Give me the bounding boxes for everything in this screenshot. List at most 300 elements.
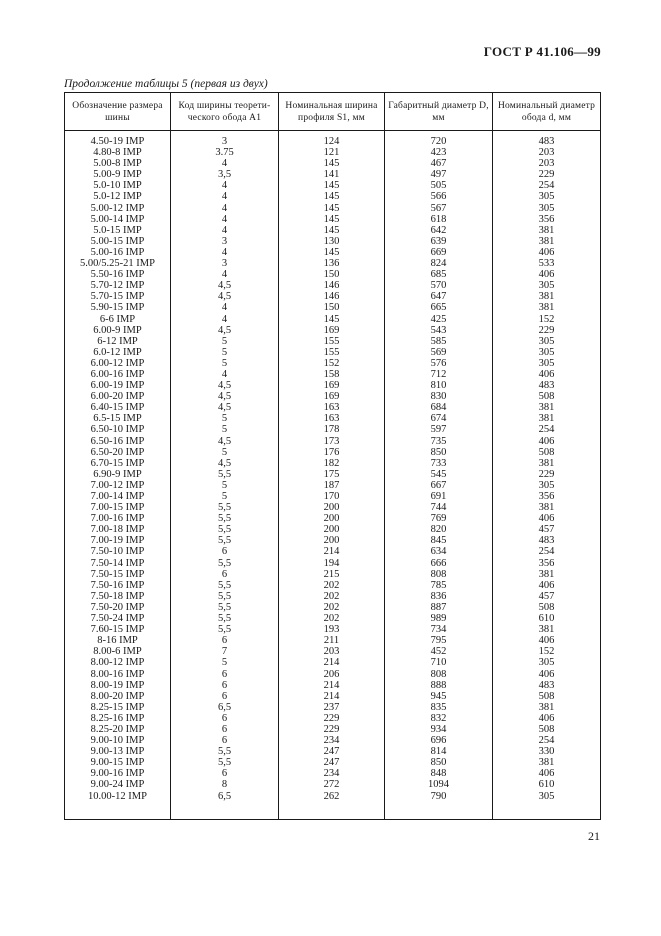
cell-outer-diameter: 808 (385, 569, 493, 580)
cell-rim-width-code: 4,5 (171, 380, 279, 391)
cell-rim-diameter: 483 (493, 535, 601, 546)
cell-size-designation: 5.00-16 IMP (65, 247, 171, 258)
cell-outer-diameter: 569 (385, 347, 493, 358)
cell-size-designation: 10.00-12 IMP (65, 791, 171, 820)
cell-rim-width-code: 4 (171, 269, 279, 280)
cell-section-width: 176 (279, 447, 385, 458)
cell-outer-diameter: 712 (385, 369, 493, 380)
cell-section-width: 173 (279, 436, 385, 447)
cell-outer-diameter: 785 (385, 580, 493, 591)
cell-section-width: 247 (279, 746, 385, 757)
table-row (65, 502, 601, 513)
cell-outer-diameter: 848 (385, 768, 493, 779)
cell-section-width: 211 (279, 635, 385, 646)
table-row (65, 247, 601, 258)
cell-outer-diameter: 830 (385, 391, 493, 402)
cell-size-designation: 6.00-16 IMP (65, 369, 171, 380)
cell-rim-width-code: 4 (171, 302, 279, 313)
table-row (65, 669, 601, 680)
cell-size-designation: 8.25-16 IMP (65, 713, 171, 724)
cell-outer-diameter: 696 (385, 735, 493, 746)
cell-rim-width-code: 5,5 (171, 602, 279, 613)
cell-section-width: 202 (279, 591, 385, 602)
cell-outer-diameter: 810 (385, 380, 493, 391)
cell-size-designation: 7.50-10 IMP (65, 546, 171, 557)
cell-rim-width-code: 5 (171, 347, 279, 358)
cell-rim-width-code: 4 (171, 203, 279, 214)
cell-outer-diameter: 989 (385, 613, 493, 624)
cell-section-width: 145 (279, 191, 385, 202)
cell-rim-diameter: 610 (493, 613, 601, 624)
cell-rim-width-code: 5 (171, 480, 279, 491)
cell-size-designation: 9.00-10 IMP (65, 735, 171, 746)
table-row (65, 569, 601, 580)
cell-rim-diameter: 508 (493, 724, 601, 735)
table-row (65, 291, 601, 302)
table-row (65, 724, 601, 735)
cell-rim-diameter: 381 (493, 302, 601, 313)
table-row (65, 535, 601, 546)
cell-size-designation: 7.60-15 IMP (65, 624, 171, 635)
cell-section-width: 152 (279, 358, 385, 369)
cell-rim-diameter: 229 (493, 325, 601, 336)
cell-rim-diameter: 508 (493, 691, 601, 702)
cell-size-designation: 8.00-20 IMP (65, 691, 171, 702)
table-row (65, 602, 601, 613)
cell-size-designation: 7.50-15 IMP (65, 569, 171, 580)
cell-section-width: 229 (279, 724, 385, 735)
cell-rim-diameter: 381 (493, 502, 601, 513)
cell-rim-width-code: 6,5 (171, 791, 279, 820)
cell-rim-diameter: 406 (493, 768, 601, 779)
cell-section-width: 145 (279, 247, 385, 258)
cell-rim-width-code: 6 (171, 735, 279, 746)
cell-rim-diameter: 305 (493, 358, 601, 369)
cell-rim-width-code: 5,5 (171, 535, 279, 546)
cell-rim-width-code: 5 (171, 657, 279, 668)
cell-rim-width-code: 5,5 (171, 580, 279, 591)
cell-outer-diameter: 934 (385, 724, 493, 735)
cell-section-width: 145 (279, 225, 385, 236)
cell-rim-width-code: 5 (171, 413, 279, 424)
table-row (65, 746, 601, 757)
table-row (65, 691, 601, 702)
table-row (65, 280, 601, 291)
table-row (65, 314, 601, 325)
cell-outer-diameter: 642 (385, 225, 493, 236)
cell-rim-diameter: 406 (493, 436, 601, 447)
cell-section-width: 214 (279, 657, 385, 668)
cell-size-designation: 5.90-15 IMP (65, 302, 171, 313)
cell-rim-diameter: 406 (493, 369, 601, 380)
cell-rim-diameter: 381 (493, 413, 601, 424)
cell-rim-width-code: 5,5 (171, 757, 279, 768)
cell-outer-diameter: 691 (385, 491, 493, 502)
cell-rim-diameter: 305 (493, 336, 601, 347)
cell-size-designation: 7.50-16 IMP (65, 580, 171, 591)
cell-rim-diameter: 305 (493, 280, 601, 291)
cell-outer-diameter: 850 (385, 757, 493, 768)
table-row (65, 336, 601, 347)
cell-rim-width-code: 3 (171, 236, 279, 247)
cell-section-width: 193 (279, 624, 385, 635)
cell-rim-width-code: 5,5 (171, 558, 279, 569)
table-row (65, 713, 601, 724)
table-row (65, 236, 601, 247)
cell-outer-diameter: 733 (385, 458, 493, 469)
cell-size-designation: 7.50-18 IMP (65, 591, 171, 602)
cell-section-width: 169 (279, 391, 385, 402)
cell-size-designation: 6.00-19 IMP (65, 380, 171, 391)
table-row (65, 180, 601, 191)
table-row (65, 491, 601, 502)
table-row (65, 779, 601, 790)
cell-rim-diameter: 254 (493, 546, 601, 557)
cell-size-designation: 5.50-16 IMP (65, 269, 171, 280)
cell-outer-diameter: 744 (385, 502, 493, 513)
cell-section-width: 121 (279, 147, 385, 158)
cell-outer-diameter: 497 (385, 169, 493, 180)
cell-rim-diameter: 406 (493, 635, 601, 646)
table-row (65, 325, 601, 336)
cell-rim-width-code: 4,5 (171, 280, 279, 291)
cell-size-designation: 6.5-15 IMP (65, 413, 171, 424)
cell-size-designation: 6.50-10 IMP (65, 424, 171, 435)
cell-outer-diameter: 666 (385, 558, 493, 569)
cell-rim-width-code: 5 (171, 447, 279, 458)
cell-rim-diameter: 457 (493, 524, 601, 535)
cell-outer-diameter: 665 (385, 302, 493, 313)
cell-outer-diameter: 576 (385, 358, 493, 369)
cell-section-width: 229 (279, 713, 385, 724)
cell-section-width: 175 (279, 469, 385, 480)
cell-size-designation: 5.0-10 IMP (65, 180, 171, 191)
cell-section-width: 136 (279, 258, 385, 269)
cell-section-width: 247 (279, 757, 385, 768)
cell-size-designation: 6.40-15 IMP (65, 402, 171, 413)
cell-rim-diameter: 406 (493, 513, 601, 524)
cell-section-width: 200 (279, 524, 385, 535)
table-row (65, 131, 601, 148)
cell-section-width: 237 (279, 702, 385, 713)
cell-rim-diameter: 483 (493, 680, 601, 691)
cell-outer-diameter: 814 (385, 746, 493, 757)
cell-rim-width-code: 6 (171, 724, 279, 735)
cell-section-width: 170 (279, 491, 385, 502)
cell-rim-width-code: 5,5 (171, 624, 279, 635)
cell-rim-diameter: 381 (493, 702, 601, 713)
cell-section-width: 178 (279, 424, 385, 435)
table-row (65, 591, 601, 602)
cell-rim-width-code: 4 (171, 225, 279, 236)
cell-rim-width-code: 5 (171, 358, 279, 369)
cell-rim-width-code: 5 (171, 491, 279, 502)
cell-rim-diameter: 254 (493, 180, 601, 191)
cell-size-designation: 5.70-15 IMP (65, 291, 171, 302)
cell-outer-diameter: 684 (385, 402, 493, 413)
cell-rim-diameter: 508 (493, 602, 601, 613)
cell-size-designation: 6-6 IMP (65, 314, 171, 325)
cell-size-designation: 6.00-12 IMP (65, 358, 171, 369)
cell-rim-diameter: 508 (493, 391, 601, 402)
cell-rim-width-code: 6 (171, 635, 279, 646)
cell-rim-width-code: 5 (171, 424, 279, 435)
cell-outer-diameter: 850 (385, 447, 493, 458)
cell-size-designation: 8.00-12 IMP (65, 657, 171, 668)
table-row (65, 469, 601, 480)
cell-section-width: 145 (279, 214, 385, 225)
column-header-outer-diameter: Габаритный диаметр D, мм (385, 93, 493, 131)
cell-section-width: 262 (279, 791, 385, 820)
table-row (65, 624, 601, 635)
cell-size-designation: 6.50-16 IMP (65, 436, 171, 447)
cell-size-designation: 9.00-24 IMP (65, 779, 171, 790)
cell-section-width: 202 (279, 613, 385, 624)
cell-rim-diameter: 381 (493, 757, 601, 768)
cell-size-designation: 7.50-20 IMP (65, 602, 171, 613)
cell-rim-diameter: 381 (493, 624, 601, 635)
cell-size-designation: 6.00-20 IMP (65, 391, 171, 402)
cell-outer-diameter: 423 (385, 147, 493, 158)
cell-rim-width-code: 3 (171, 131, 279, 148)
cell-rim-diameter: 356 (493, 558, 601, 569)
cell-outer-diameter: 790 (385, 791, 493, 820)
cell-size-designation: 6.0-12 IMP (65, 347, 171, 358)
cell-section-width: 141 (279, 169, 385, 180)
cell-rim-diameter: 508 (493, 447, 601, 458)
cell-size-designation: 7.00-19 IMP (65, 535, 171, 546)
cell-outer-diameter: 734 (385, 624, 493, 635)
cell-outer-diameter: 824 (385, 258, 493, 269)
cell-outer-diameter: 832 (385, 713, 493, 724)
cell-rim-width-code: 7 (171, 646, 279, 657)
cell-rim-width-code: 4,5 (171, 458, 279, 469)
cell-size-designation: 8.00-16 IMP (65, 669, 171, 680)
cell-rim-diameter: 457 (493, 591, 601, 602)
table-row (65, 480, 601, 491)
cell-outer-diameter: 820 (385, 524, 493, 535)
cell-rim-diameter: 356 (493, 214, 601, 225)
cell-rim-diameter: 533 (493, 258, 601, 269)
cell-rim-diameter: 406 (493, 669, 601, 680)
cell-rim-width-code: 4 (171, 214, 279, 225)
cell-outer-diameter: 425 (385, 314, 493, 325)
table-row (65, 358, 601, 369)
table-row (65, 680, 601, 691)
cell-rim-width-code: 3 (171, 258, 279, 269)
cell-rim-width-code: 4 (171, 158, 279, 169)
cell-section-width: 155 (279, 347, 385, 358)
column-header-rim-diameter: Номинальный диаметр обода d, мм (493, 93, 601, 131)
cell-rim-width-code: 4 (171, 314, 279, 325)
cell-section-width: 146 (279, 280, 385, 291)
cell-outer-diameter: 835 (385, 702, 493, 713)
cell-section-width: 202 (279, 602, 385, 613)
table-row (65, 214, 601, 225)
cell-outer-diameter: 735 (385, 436, 493, 447)
cell-section-width: 272 (279, 779, 385, 790)
cell-size-designation: 5.70-12 IMP (65, 280, 171, 291)
table-row (65, 369, 601, 380)
table-row (65, 147, 601, 158)
cell-section-width: 194 (279, 558, 385, 569)
table-row (65, 203, 601, 214)
table-row (65, 191, 601, 202)
cell-outer-diameter: 570 (385, 280, 493, 291)
table-row (65, 424, 601, 435)
cell-rim-width-code: 6 (171, 569, 279, 580)
cell-outer-diameter: 467 (385, 158, 493, 169)
table-row (65, 768, 601, 779)
cell-outer-diameter: 667 (385, 480, 493, 491)
table-row (65, 391, 601, 402)
cell-outer-diameter: 674 (385, 413, 493, 424)
cell-size-designation: 5.00-8 IMP (65, 158, 171, 169)
cell-rim-diameter: 229 (493, 169, 601, 180)
cell-size-designation: 7.00-14 IMP (65, 491, 171, 502)
cell-size-designation: 7.50-14 IMP (65, 558, 171, 569)
cell-size-designation: 8.25-15 IMP (65, 702, 171, 713)
table-body (65, 131, 601, 820)
table-row (65, 735, 601, 746)
cell-rim-width-code: 4,5 (171, 291, 279, 302)
cell-rim-diameter: 381 (493, 402, 601, 413)
cell-section-width: 146 (279, 291, 385, 302)
cell-outer-diameter: 720 (385, 131, 493, 148)
cell-outer-diameter: 669 (385, 247, 493, 258)
cell-rim-width-code: 5,5 (171, 746, 279, 757)
cell-rim-width-code: 4,5 (171, 436, 279, 447)
cell-rim-width-code: 4,5 (171, 402, 279, 413)
cell-section-width: 214 (279, 680, 385, 691)
cell-rim-width-code: 6 (171, 768, 279, 779)
cell-rim-diameter: 610 (493, 779, 601, 790)
column-header-section-width: Номинальная ширина профиля S1, мм (279, 93, 385, 131)
table-row (65, 513, 601, 524)
cell-rim-diameter: 406 (493, 580, 601, 591)
cell-section-width: 145 (279, 203, 385, 214)
cell-outer-diameter: 505 (385, 180, 493, 191)
cell-section-width: 203 (279, 646, 385, 657)
table-row (65, 524, 601, 535)
cell-outer-diameter: 647 (385, 291, 493, 302)
cell-outer-diameter: 945 (385, 691, 493, 702)
cell-rim-diameter: 381 (493, 569, 601, 580)
table-row (65, 757, 601, 768)
cell-size-designation: 5.0-15 IMP (65, 225, 171, 236)
cell-section-width: 169 (279, 325, 385, 336)
cell-size-designation: 4.80-8 IMP (65, 147, 171, 158)
cell-size-designation: 9.00-13 IMP (65, 746, 171, 757)
document-code: ГОСТ Р 41.106—99 (483, 44, 601, 59)
cell-outer-diameter: 808 (385, 669, 493, 680)
cell-outer-diameter: 567 (385, 203, 493, 214)
cell-rim-width-code: 5,5 (171, 502, 279, 513)
cell-rim-width-code: 6 (171, 713, 279, 724)
cell-rim-width-code: 4 (171, 191, 279, 202)
cell-rim-diameter: 203 (493, 147, 601, 158)
cell-outer-diameter: 543 (385, 325, 493, 336)
cell-rim-diameter: 330 (493, 746, 601, 757)
table-row (65, 225, 601, 236)
cell-section-width: 163 (279, 413, 385, 424)
cell-section-width: 145 (279, 158, 385, 169)
cell-rim-diameter: 356 (493, 491, 601, 502)
cell-size-designation: 7.00-18 IMP (65, 524, 171, 535)
cell-rim-diameter: 381 (493, 458, 601, 469)
cell-section-width: 200 (279, 502, 385, 513)
table-row (65, 635, 601, 646)
cell-outer-diameter: 836 (385, 591, 493, 602)
table-row (65, 402, 601, 413)
table-row (65, 580, 601, 591)
cell-rim-diameter: 152 (493, 314, 601, 325)
table-row (65, 546, 601, 557)
cell-outer-diameter: 639 (385, 236, 493, 247)
table-row (65, 269, 601, 280)
cell-rim-width-code: 5,5 (171, 613, 279, 624)
column-header-size-designation: Обозначение размера шины (65, 93, 171, 131)
cell-section-width: 200 (279, 513, 385, 524)
cell-size-designation: 6-12 IMP (65, 336, 171, 347)
cell-size-designation: 8-16 IMP (65, 635, 171, 646)
cell-outer-diameter: 585 (385, 336, 493, 347)
cell-size-designation: 6.50-20 IMP (65, 447, 171, 458)
cell-rim-diameter: 406 (493, 269, 601, 280)
cell-outer-diameter: 710 (385, 657, 493, 668)
table-row (65, 657, 601, 668)
cell-rim-diameter: 305 (493, 657, 601, 668)
cell-outer-diameter: 769 (385, 513, 493, 524)
cell-rim-diameter: 254 (493, 735, 601, 746)
cell-size-designation: 4.50-19 IMP (65, 131, 171, 148)
table-row (65, 791, 601, 820)
page-number: 21 (588, 829, 600, 843)
cell-section-width: 182 (279, 458, 385, 469)
cell-rim-width-code: 8 (171, 779, 279, 790)
cell-size-designation: 7.50-24 IMP (65, 613, 171, 624)
cell-rim-diameter: 305 (493, 191, 601, 202)
cell-outer-diameter: 685 (385, 269, 493, 280)
cell-section-width: 206 (279, 669, 385, 680)
cell-rim-width-code: 5,5 (171, 524, 279, 535)
cell-section-width: 150 (279, 302, 385, 313)
table-row (65, 380, 601, 391)
cell-outer-diameter: 887 (385, 602, 493, 613)
column-header-rim-width-code: Код ширины теорети-ческого обода A1 (171, 93, 279, 131)
cell-rim-width-code: 4,5 (171, 391, 279, 402)
cell-outer-diameter: 888 (385, 680, 493, 691)
cell-outer-diameter: 618 (385, 214, 493, 225)
table-caption: Продолжение таблицы 5 (первая из двух) (64, 78, 268, 90)
table-row (65, 413, 601, 424)
cell-rim-diameter: 305 (493, 203, 601, 214)
cell-rim-width-code: 3.75 (171, 147, 279, 158)
cell-rim-width-code: 4 (171, 247, 279, 258)
cell-size-designation: 7.00-15 IMP (65, 502, 171, 513)
cell-rim-diameter: 483 (493, 380, 601, 391)
tire-size-table (64, 92, 601, 820)
cell-outer-diameter: 795 (385, 635, 493, 646)
cell-rim-width-code: 4,5 (171, 325, 279, 336)
cell-rim-width-code: 5,5 (171, 591, 279, 602)
cell-section-width: 215 (279, 569, 385, 580)
cell-section-width: 145 (279, 180, 385, 191)
cell-size-designation: 9.00-16 IMP (65, 768, 171, 779)
table-row (65, 613, 601, 624)
cell-size-designation: 6.90-9 IMP (65, 469, 171, 480)
cell-rim-width-code: 6 (171, 680, 279, 691)
